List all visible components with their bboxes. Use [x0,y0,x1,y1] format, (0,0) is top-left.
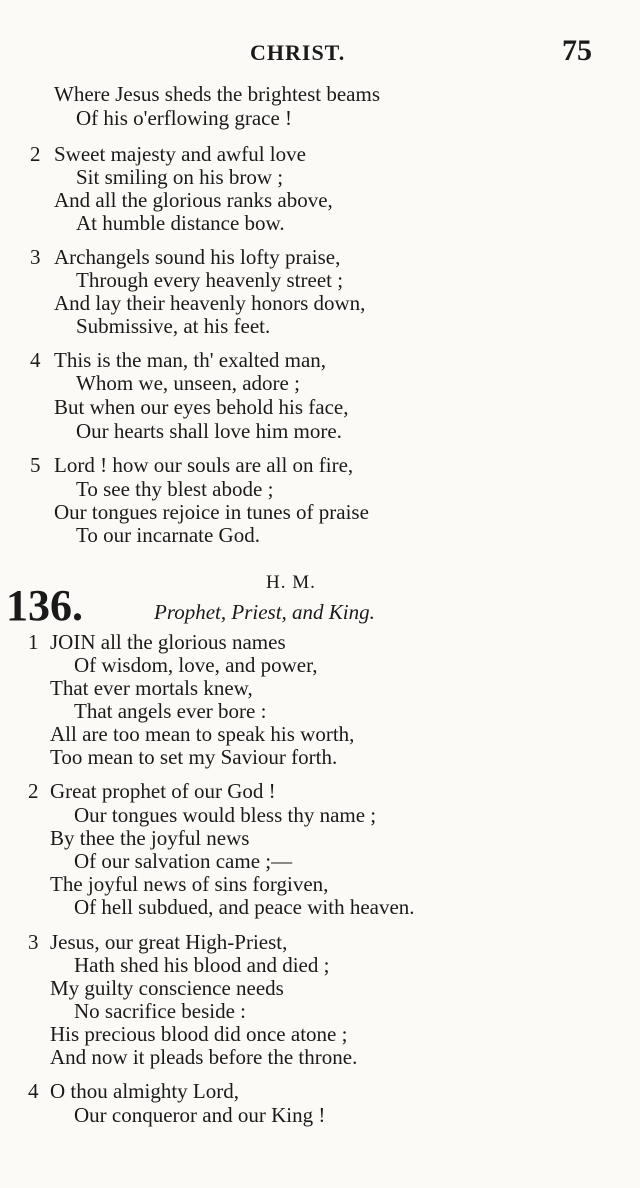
verse-line: Sit smiling on his brow ; [76,165,284,189]
verse-line: Our tongues rejoice in tunes of praise [54,500,369,524]
verse-line: This is the man, th' exalted man, [54,348,327,372]
stanza-number: 1 [28,630,39,654]
verse-line: And lay their heavenly honors down, [54,291,366,315]
stanza-number: 2 [28,779,39,803]
verse-line: At humble distance bow. [76,211,285,235]
verse-line: Through every heavenly street ; [76,268,344,292]
verse-line: Whom we, unseen, adore ; [76,371,300,395]
verse-line: Sweet majesty and awful love [54,142,306,166]
verse-line: The joyful news of sins forgiven, [50,872,329,896]
verse-line: His precious blood did once atone ; [50,1022,348,1046]
hymn-title: Prophet, Priest, and King. [154,600,375,624]
verse-line: Submissive, at his feet. [76,314,271,338]
verse-line: Our conqueror and our King ! [74,1103,326,1127]
verse-line: And all the glorious ranks above, [54,188,333,212]
verse-line: Of hell subdued, and peace with heaven. [74,895,415,919]
verse-line: Our hearts shall love him more. [76,419,342,443]
page-number: 75 [562,34,592,67]
verse-line: By thee the joyful news [50,826,250,850]
stanza-number: 5 [30,453,41,477]
verse-line: Our tongues would bless thy name ; [74,803,377,827]
verse-line: Great prophet of our God ! [50,779,276,803]
stanza-number: 3 [28,930,39,954]
stanza-number: 3 [30,245,41,269]
verse-line: Of our salvation came ;— [74,849,293,873]
verse-line: To see thy blest abode ; [76,477,274,501]
verse-line: Lord ! how our souls are all on fire, [54,453,354,477]
hymn-meter: H. M. [266,572,316,593]
verse-line: But when our eyes behold his face, [54,395,349,419]
verse-line: O thou almighty Lord, [50,1079,239,1103]
verse-line: Too mean to set my Saviour forth. [50,745,338,769]
stanza-number: 2 [30,142,41,166]
verse-line: Archangels sound his lofty praise, [54,245,341,269]
verse-line: JOIN all the glorious names [50,630,286,654]
verse-line: Jesus, our great High-Priest, [50,930,288,954]
hymn-number: 136. [6,581,83,630]
verse-line: That ever mortals knew, [50,676,253,700]
verse-line: Of his o'erflowing grace ! [76,106,293,130]
verse-line: To our incarnate God. [76,523,260,547]
verse-line: And now it pleads before the throne. [50,1045,358,1069]
stanza-number: 4 [30,348,41,372]
verse-line: Where Jesus sheds the brightest beams [54,82,381,106]
verse-line: All are too mean to speak his worth, [50,722,355,746]
verse-line: No sacrifice beside : [74,999,247,1023]
running-head: CHRIST. [250,40,346,65]
verse-line: Hath shed his blood and died ; [74,953,330,977]
verse-line: That angels ever bore : [74,699,267,723]
verse-line: My guilty conscience needs [50,976,284,1000]
stanza-number: 4 [28,1079,39,1103]
verse-line: Of wisdom, love, and power, [74,653,318,677]
